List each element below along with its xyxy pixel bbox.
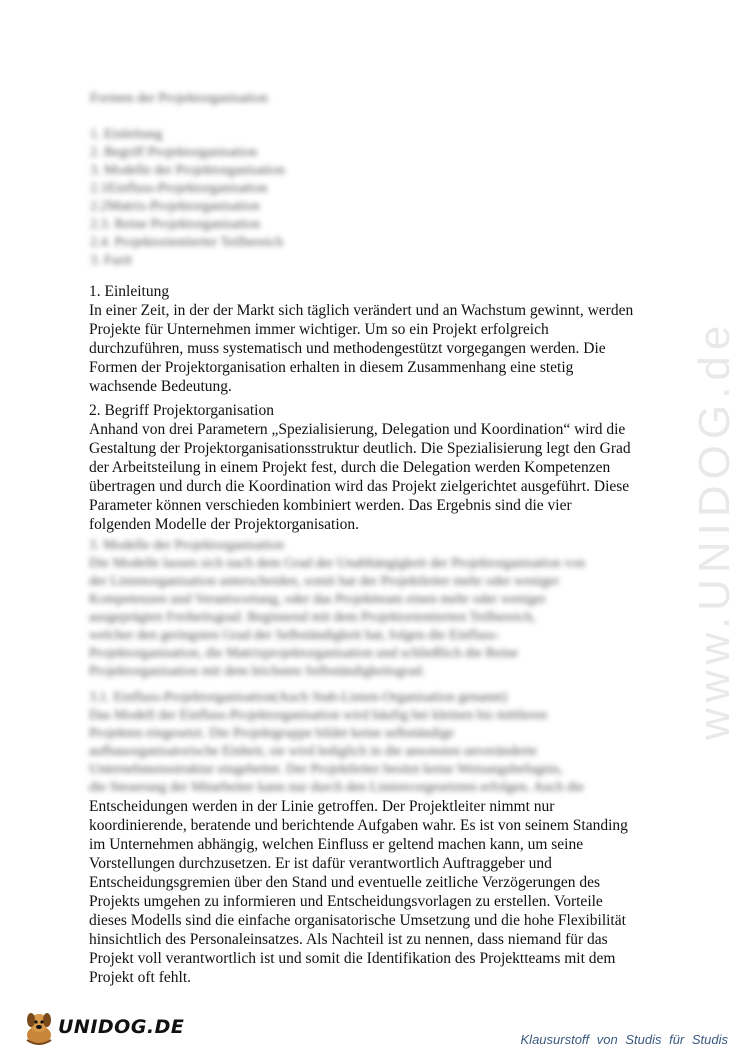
paragraph-line: hinsichtlich des Personaleinsatzes. Als Nachteil ist zu nennen, dass niemand für das (89, 931, 608, 948)
toc-item: 3. Modelle der Projektorganisation (90, 163, 285, 178)
section-heading: 2. Begriff Projektorganisation (89, 402, 274, 419)
paragraph-line: Gestaltung der Projektorganisationsstruktur deutlich. Die Spezialisierung legt den Grad (89, 440, 631, 457)
section-heading: 3.1. Einfluss-Projektorganisation(Auch Stab-Linien-Organisation genannt) (89, 690, 508, 705)
blurred-block (89, 689, 719, 797)
paragraph-line: wachsende Bedeutung. (89, 378, 232, 395)
paragraph-line: übertragen und durch die Koordination wird das Projekt zielgerichtet ausgeführt. Diese (89, 478, 630, 495)
table-of-contents (90, 90, 420, 270)
paragraph-line: koordinierende, beratende und berichtende Aufgaben wahr. Es ist von seinem Standing (89, 817, 628, 834)
section-modelle (89, 537, 719, 681)
section-begriff (89, 401, 719, 534)
paragraph-line: Entscheidungsgremien über den Stand und eventuelle zeitliche Verzögerungen des (89, 874, 601, 891)
paragraph-line: Projekt voll verantwortlich ist und somit die Identifikation des Projektteams mit dem (89, 950, 616, 967)
paragraph-line: Formen der Projektorganisation erhalten in diesem Zusammenhang eine stetig (89, 359, 574, 376)
toc-item: 2.1Einfluss-Projektorganisation (90, 181, 268, 196)
paragraph-line: durchzuführen, muss systematisch und methodengestützt vorgegangen werden. Die (89, 340, 606, 357)
paragraph-line: aufbauorganisatorische Einheit, sie wird lediglich in die ansonsten unveränderte (89, 744, 537, 759)
unidog-logo[interactable] (22, 1008, 184, 1046)
paragraph-line: der Linienorganisation unterscheiden, somit hat der Projektleiter mehr oder weniger (89, 574, 560, 589)
section-heading: 1. Einleitung (89, 283, 170, 300)
watermark-text: www.UNIDOG.de (690, 319, 739, 740)
logo-text: UNIDOG.DE (58, 1016, 185, 1038)
section-heading: 3. Modelle der Projektorganisation (89, 538, 284, 553)
paragraph-line: die Steuerung der Mitarbeiter kann nur durch den Linienvorgesetzten erfolgen. Auch die (89, 780, 585, 795)
toc-item: 2.2Matrix-Projektorganisation (90, 199, 260, 214)
paragraph-line: Projekts umgehen zu informieren und Entscheidungsvorlagen zu erstellen. Vorteile (89, 893, 603, 910)
toc-item: 2.4. Projektorientierter Teilbereich (90, 235, 284, 250)
paragraph-line: Projekt oft fehlt. (89, 969, 192, 986)
paragraph-line: ausgeprägten Freiheitsgrad. Beginnend mit dem Projektorientierten Teilbereich, (89, 610, 536, 625)
paragraph-line: Parameter können verschieden kombiniert werden. Das Ergebnis sind die vier (89, 497, 572, 514)
paragraph-line: Unternehmensstruktur eingebettet. Der Projektleiter besitzt keine Weisungsbefugnis, (89, 762, 563, 777)
paragraph-line: welcher den geringsten Grad der Selbständigkeit hat, folgen die Einfluss- (89, 628, 500, 643)
paragraph-line: Projektorganisation, die Matrixprojektorganisation und schließlich die Reine (89, 646, 519, 661)
toc-item: 3. Fazit (90, 253, 132, 268)
toc-item: 1. Einleitung (90, 127, 163, 142)
paragraph-line: folgenden Modelle der Projektorganisation. (89, 516, 360, 533)
paragraph-line: Vorstellungen durchzusetzen. Er ist dafür verantwortlich Auftraggeber und (89, 855, 552, 872)
section-einleitung (89, 282, 719, 396)
footer-slogan: Klausurstoff von Studis für Studis (520, 1032, 728, 1047)
paragraph-line: Entscheidungen werden in der Linie getroffen. Der Projektleiter nimmt nur (89, 798, 555, 815)
paragraph-line: Das Modell der Einfluss-Projektorganisation wird häufig bei kleinen bis mittleren (89, 708, 548, 723)
paragraph-line: Projekten eingesetzt. Die Projektgruppe bildet keine selbständige (89, 726, 455, 741)
section-einfluss (89, 689, 719, 987)
paragraph-line: Die Modelle lassen sich nach dem Grad der Unabhängigkeit der Projektorganisation von (89, 556, 586, 571)
paragraph-line: Anhand von drei Parametern „Spezialisierung, Delegation und Koordination“ wird die (89, 421, 626, 438)
paragraph-line: dieses Modells sind die einfache organisatorische Umsetzung und die hohe Flexibilität (89, 912, 626, 929)
paragraph-line: Projekte für Unternehmen immer wichtiger. Um so ein Projekt erfolgreich (89, 321, 549, 338)
dog-mascot-icon (22, 1008, 56, 1046)
paragraph-line: Kompetenzen und Verantwortung, oder das Projektteam einen mehr oder weniger (89, 592, 546, 607)
paragraph-line: Projektorganisation mit dem höchsten Selbständigkeitsgrad. (89, 664, 426, 679)
paragraph-line: der Arbeitsteilung in einem Projekt fest, durch die Delegation werden Kompetenzen (89, 459, 611, 476)
toc-title: Formen der Projektorganisation (90, 91, 268, 106)
toc-item: 2. Begriff Projektorganisation (90, 145, 258, 160)
paragraph-line: In einer Zeit, in der der Markt sich täglich verändert und an Wachstum gewinnt, werden (89, 302, 634, 319)
toc-item: 2.3. Reine Projektorganisation (90, 217, 261, 232)
paragraph-line: im Unternehmen abhängig, welchen Einfluss er geltend machen kann, um seine (89, 836, 584, 853)
